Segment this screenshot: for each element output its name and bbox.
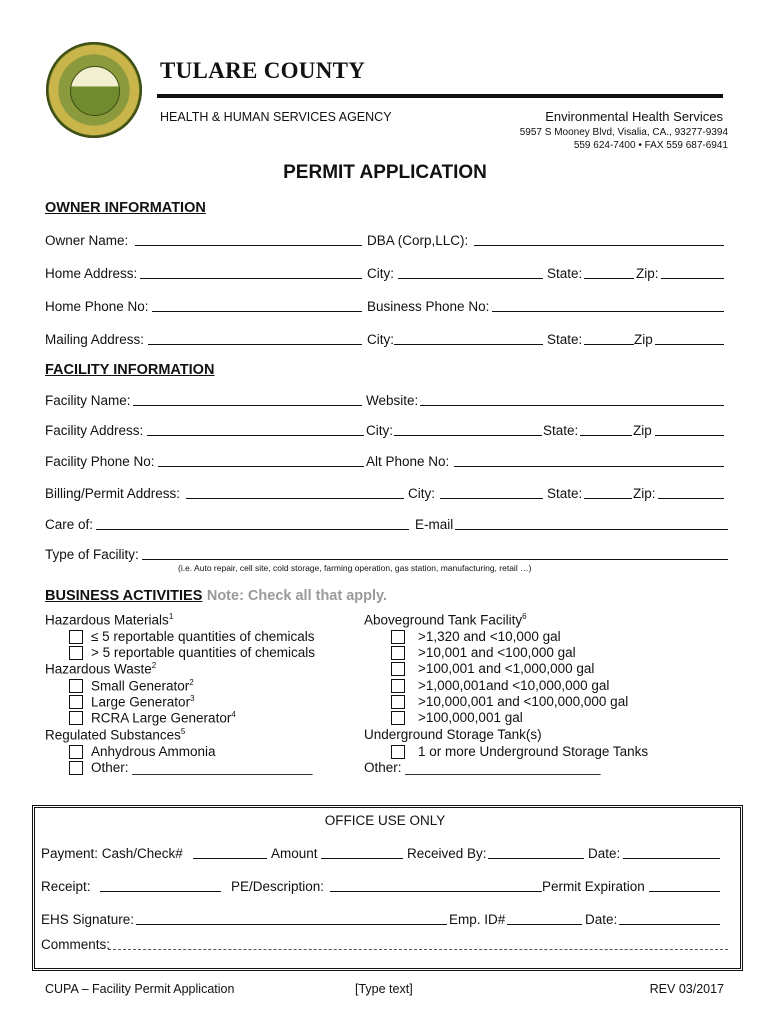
- ust-option-label: 1 or more Underground Storage Tanks: [418, 744, 649, 759]
- mailing-city-label: City:: [367, 332, 394, 347]
- hazmat-label: Hazardous Materials$^1$: [45, 612, 174, 628]
- mailing-zip-field[interactable]: [655, 344, 724, 345]
- facility-state-label: State:: [543, 423, 579, 438]
- ast-opt-2-checkbox[interactable]: [391, 646, 405, 660]
- county-name: TULARE COUNTY: [160, 58, 366, 83]
- facility-address-field[interactable]: [147, 435, 364, 436]
- large-generator-label: Large Generator$^3$: [91, 694, 195, 710]
- payment-date-field[interactable]: [623, 858, 720, 859]
- waste-label: Hazardous Waste$^2$: [45, 661, 157, 677]
- home-zip-field[interactable]: [661, 278, 724, 279]
- phone-line: 559 624-7400 • FAX 559 687-6941: [573, 140, 728, 151]
- footer-right: REV 03/2017: [649, 982, 724, 996]
- large-generator-checkbox[interactable]: [69, 695, 83, 709]
- page-title: PERMIT APPLICATION: [283, 162, 487, 183]
- hazmat-gt5-checkbox[interactable]: [69, 646, 83, 660]
- home-phone-field[interactable]: [152, 311, 362, 312]
- billing-state-label: State:: [547, 486, 583, 501]
- receipt-field[interactable]: [100, 891, 221, 892]
- business-section-heading: [45, 587, 387, 605]
- mailing-address-label: Mailing Address:: [45, 332, 145, 347]
- address-line: 5957 S Mooney Blvd, Visalia, CA., 93277-9394: [519, 127, 728, 138]
- facility-zip-field[interactable]: [655, 435, 724, 436]
- comments-field[interactable]: [108, 949, 728, 950]
- emp-id-label: Emp. ID#: [449, 912, 506, 927]
- ast-opt-1-label: >1,320 and <10,000 gal: [418, 629, 561, 644]
- facility-type-field[interactable]: [142, 559, 728, 560]
- ust-checkbox[interactable]: [391, 745, 405, 759]
- website-label: Website:: [366, 393, 419, 408]
- regulated-label: Regulated Substances$^5$: [45, 727, 186, 743]
- business-phone-label: Business Phone No:: [367, 299, 490, 314]
- home-state-label: State:: [547, 266, 583, 281]
- facility-state-field[interactable]: [580, 435, 632, 436]
- payment-date-label: Date:: [588, 846, 621, 861]
- dba-field[interactable]: [474, 245, 724, 246]
- payment-label: Payment: Cash/Check#: [41, 846, 183, 861]
- email-label: E-mail: [415, 517, 454, 532]
- home-address-field[interactable]: [140, 278, 362, 279]
- mailing-zip-label: Zip: [634, 332, 653, 347]
- hazmat-gt5-label: > 5 reportable quantities of chemicals: [91, 645, 316, 660]
- pe-description-field[interactable]: [330, 891, 542, 892]
- rcra-generator-checkbox[interactable]: [69, 711, 83, 725]
- business-phone-field[interactable]: [492, 311, 724, 312]
- emp-id-field[interactable]: [507, 924, 582, 925]
- office-use-heading: OFFICE USE ONLY: [324, 813, 446, 828]
- footer-center: [Type text]: [355, 982, 413, 996]
- home-state-field[interactable]: [584, 278, 634, 279]
- received-by-label: Received By:: [407, 846, 487, 861]
- home-address-label: Home Address:: [45, 266, 138, 281]
- alt-phone-field[interactable]: [454, 466, 724, 467]
- ast-opt-6-label: >100,000,001 gal: [418, 710, 523, 725]
- billing-state-field[interactable]: [584, 498, 632, 499]
- ast-opt-3-checkbox[interactable]: [391, 662, 405, 676]
- comments-label: Comments:: [41, 937, 111, 952]
- home-city-field[interactable]: [398, 278, 543, 279]
- small-generator-checkbox[interactable]: [69, 679, 83, 693]
- billing-address-field[interactable]: [186, 498, 404, 499]
- care-of-field[interactable]: [96, 529, 409, 530]
- email-field[interactable]: [455, 529, 728, 530]
- mailing-state-label: State:: [547, 332, 583, 347]
- business-note: Note: Check all that apply.: [206, 588, 388, 604]
- billing-zip-field[interactable]: [658, 498, 724, 499]
- county-seal-logo: [46, 42, 142, 138]
- facility-name-label: Facility Name:: [45, 393, 131, 408]
- facility-city-label: City:: [366, 423, 393, 438]
- hazmat-le5-checkbox[interactable]: [69, 630, 83, 644]
- permit-expiration-field[interactable]: [649, 891, 720, 892]
- facility-address-label: Facility Address:: [45, 423, 144, 438]
- website-field[interactable]: [420, 405, 724, 406]
- home-city-label: City:: [367, 266, 394, 281]
- footer-left: CUPA – Facility Permit Application: [45, 982, 235, 996]
- mailing-city-field[interactable]: [394, 344, 543, 345]
- facility-type-hint: (i.e. Auto repair, cell site, cold storage, farming operation, gas station, manufacturing, retail …): [178, 563, 532, 573]
- facility-section-heading: FACILITY INFORMATION: [45, 362, 215, 378]
- header-rule: [157, 94, 723, 98]
- ust-label: Underground Storage Tank(s): [364, 727, 542, 742]
- facility-type-label: Type of Facility:: [45, 547, 139, 562]
- received-by-field[interactable]: [488, 858, 584, 859]
- regulated-other-label: Other: ________________________: [91, 760, 313, 775]
- ammonia-label: Anhydrous Ammonia: [91, 744, 216, 759]
- ast-opt-4-label: >1,000,001and <10,000,000 gal: [418, 678, 610, 693]
- ehs-signature-field[interactable]: [136, 924, 447, 925]
- facility-zip-label: Zip: [633, 423, 652, 438]
- facility-city-field[interactable]: [394, 435, 542, 436]
- rcra-generator-label: RCRA Large Generator$^4$: [91, 710, 236, 726]
- department-name: Environmental Health Services: [545, 109, 723, 124]
- dba-label: DBA (Corp,LLC):: [367, 233, 469, 248]
- owner-name-field[interactable]: [135, 245, 362, 246]
- amount-label: Amount: [271, 846, 318, 861]
- owner-name-label: Owner Name:: [45, 233, 129, 248]
- alt-phone-label: Alt Phone No:: [366, 454, 450, 469]
- other-activity-label: Other: __________________________: [364, 760, 601, 775]
- small-generator-label: Small Generator$^2$: [91, 678, 194, 694]
- hazmat-le5-label: ≤ 5 reportable quantities of chemicals: [91, 629, 315, 644]
- ast-opt-5-label: >10,000,001 and <100,000,000 gal: [418, 694, 629, 709]
- permit-expiration-label: Permit Expiration: [542, 879, 645, 894]
- pe-description-label: PE/Description:: [231, 879, 325, 894]
- home-zip-label: Zip:: [636, 266, 659, 281]
- billing-city-field[interactable]: [440, 498, 543, 499]
- facility-name-field[interactable]: [133, 405, 362, 406]
- ast-opt-3-label: >100,001 and <1,000,000 gal: [418, 661, 595, 676]
- ast-opt-2-label: >10,001 and <100,000 gal: [418, 645, 576, 660]
- payment-field[interactable]: [193, 858, 267, 859]
- mailing-state-field[interactable]: [584, 344, 634, 345]
- agency-name: HEALTH & HUMAN SERVICES AGENCY: [160, 110, 392, 124]
- owner-section-heading: OWNER INFORMATION: [45, 200, 206, 216]
- care-of-label: Care of:: [45, 517, 94, 532]
- business-heading-text: BUSINESS ACTIVITIES: [45, 588, 203, 604]
- receipt-label: Receipt:: [41, 879, 91, 894]
- amount-field[interactable]: [321, 858, 403, 859]
- billing-city-label: City:: [408, 486, 435, 501]
- home-phone-label: Home Phone No:: [45, 299, 149, 314]
- ast-opt-4-checkbox[interactable]: [391, 679, 405, 693]
- ast-opt-5-checkbox[interactable]: [391, 695, 405, 709]
- mailing-address-field[interactable]: [148, 344, 362, 345]
- facility-phone-label: Facility Phone No:: [45, 454, 155, 469]
- department-address: [520, 126, 728, 152]
- billing-address-label: Billing/Permit Address:: [45, 486, 181, 501]
- ast-opt-6-checkbox[interactable]: [391, 711, 405, 725]
- ehs-signature-label: EHS Signature:: [41, 912, 135, 927]
- facility-phone-field[interactable]: [158, 466, 364, 467]
- signature-date-field[interactable]: [619, 924, 720, 925]
- ast-opt-1-checkbox[interactable]: [391, 630, 405, 644]
- billing-zip-label: Zip:: [633, 486, 656, 501]
- ast-label: Aboveground Tank Facility$^6$: [364, 612, 527, 628]
- regulated-other-checkbox[interactable]: [69, 761, 83, 775]
- ammonia-checkbox[interactable]: [69, 745, 83, 759]
- signature-date-label: Date:: [585, 912, 618, 927]
